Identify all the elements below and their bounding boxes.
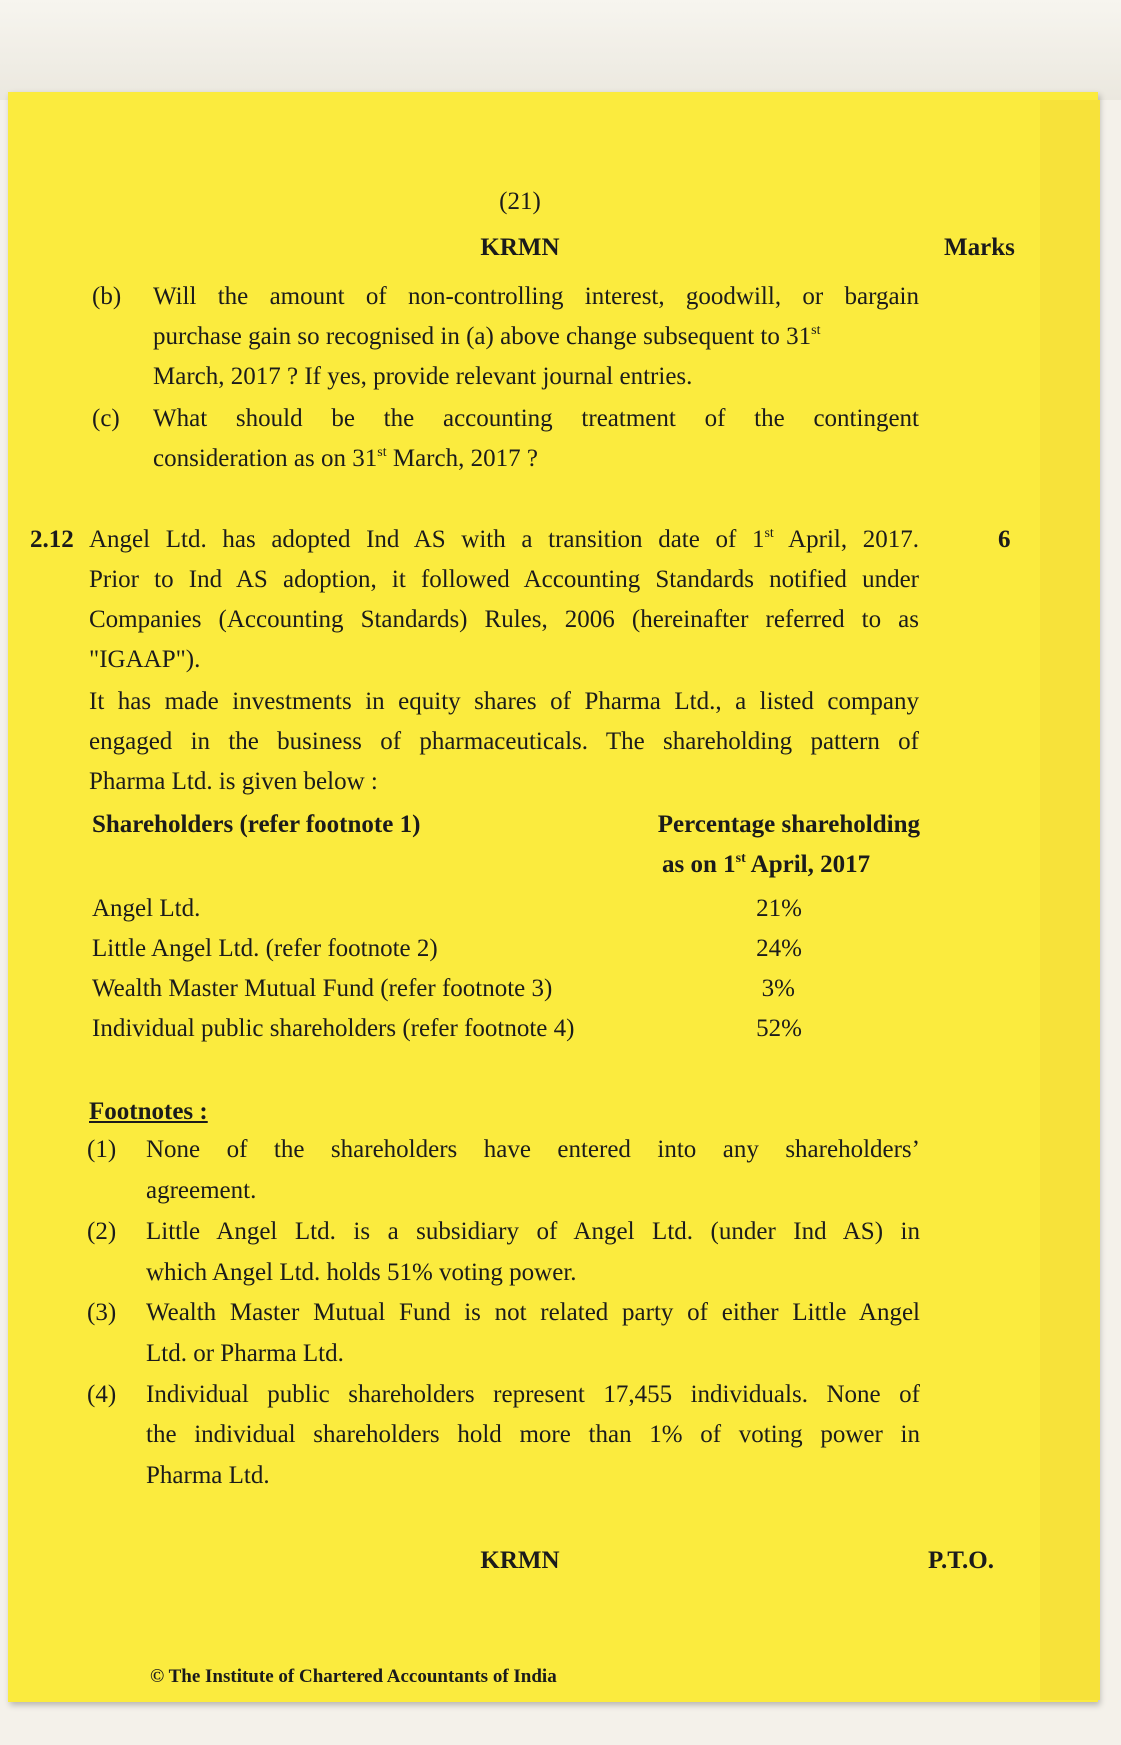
- paper-code-bottom: KRMN: [480, 1547, 560, 1574]
- footnote-line: Pharma Ltd.: [146, 1462, 270, 1489]
- question-line-2: Prior to Ind AS adoption, it followed Accounting Standards notified under: [89, 566, 919, 593]
- question-line-1: Angel Ltd. has adopted Ind AS with a transition date of 1st April, 2017.: [89, 526, 919, 553]
- copyright-notice: © The Institute of Chartered Accountants of India: [150, 1666, 557, 1687]
- table-header-shareholders: Shareholders (refer footnote 1): [92, 811, 421, 838]
- table-header-percentage: Percentage shareholding: [657, 811, 920, 838]
- part-c-line-1: What should be the accounting treatment of the contingent: [153, 405, 919, 432]
- footnote-line: Little Angel Ltd. is a subsidiary of Angel Ltd. (under Ind AS) in: [146, 1218, 920, 1245]
- question-marks: 6: [998, 526, 1011, 553]
- footnote-line: the individual shareholders hold more than 1% of voting power in: [146, 1421, 920, 1448]
- part-c-line-2: consideration as on 31st March, 2017 ?: [153, 445, 538, 472]
- scan-background: [0, 0, 1121, 100]
- footnotes-heading: Footnotes :: [89, 1098, 208, 1125]
- part-b-label: (b): [92, 283, 122, 310]
- question-line-6: engaged in the business of pharmaceuticals. The shareholding pattern of: [89, 728, 919, 755]
- table-row-percentage: 3%: [761, 975, 795, 1002]
- question-line-5: It has made investments in equity shares of Pharma Ltd., a listed company: [89, 688, 919, 715]
- table-row-percentage: 21%: [756, 895, 802, 922]
- table-row-name: Little Angel Ltd. (refer footnote 2): [92, 935, 438, 962]
- marks-header: Marks: [944, 234, 1015, 261]
- part-b-line-1: Will the amount of non-controlling interest, goodwill, or bargain: [153, 283, 919, 310]
- footnote-number: (1): [87, 1136, 117, 1163]
- question-line-3: Companies (Accounting Standards) Rules, 2006 (hereinafter referred to as: [89, 606, 919, 633]
- footnote-line: None of the shareholders have entered into any shareholders’: [146, 1136, 920, 1163]
- table-row-name: Individual public shareholders (refer footnote 4): [92, 1015, 575, 1042]
- page-turn-indicator: P.T.O.: [928, 1547, 994, 1574]
- footnote-number: (4): [87, 1381, 117, 1408]
- footnote-line: Wealth Master Mutual Fund is not related party of either Little Angel: [146, 1299, 920, 1326]
- part-b-line-3: March, 2017 ? If yes, provide relevant journal entries.: [153, 363, 693, 390]
- question-line-4: "IGAAP").: [89, 646, 201, 673]
- footnote-line: which Angel Ltd. holds 51% voting power.: [146, 1259, 577, 1286]
- page-number: (21): [499, 188, 541, 215]
- question-line-7: Pharma Ltd. is given below :: [89, 768, 378, 795]
- footnote-number: (2): [87, 1218, 117, 1245]
- question-number: 2.12: [30, 526, 74, 553]
- table-header-date: as on 1st April, 2017: [662, 851, 871, 878]
- table-row-name: Angel Ltd.: [92, 895, 201, 922]
- paper-edge-shade: [1040, 100, 1100, 1700]
- table-row-percentage: 24%: [756, 935, 802, 962]
- table-row-name: Wealth Master Mutual Fund (refer footnote 3): [92, 975, 553, 1002]
- table-row-percentage: 52%: [756, 1015, 802, 1042]
- footnote-number: (3): [87, 1299, 117, 1326]
- footnote-line: Individual public shareholders represent 17,455 individuals. None of: [146, 1381, 920, 1408]
- part-b-line-2: purchase gain so recognised in (a) above change subsequent to 31st: [153, 323, 821, 350]
- footnote-line: Ltd. or Pharma Ltd.: [146, 1340, 344, 1367]
- part-c-label: (c): [92, 405, 120, 432]
- footnote-line: agreement.: [146, 1177, 257, 1204]
- paper-code-top: KRMN: [480, 234, 560, 261]
